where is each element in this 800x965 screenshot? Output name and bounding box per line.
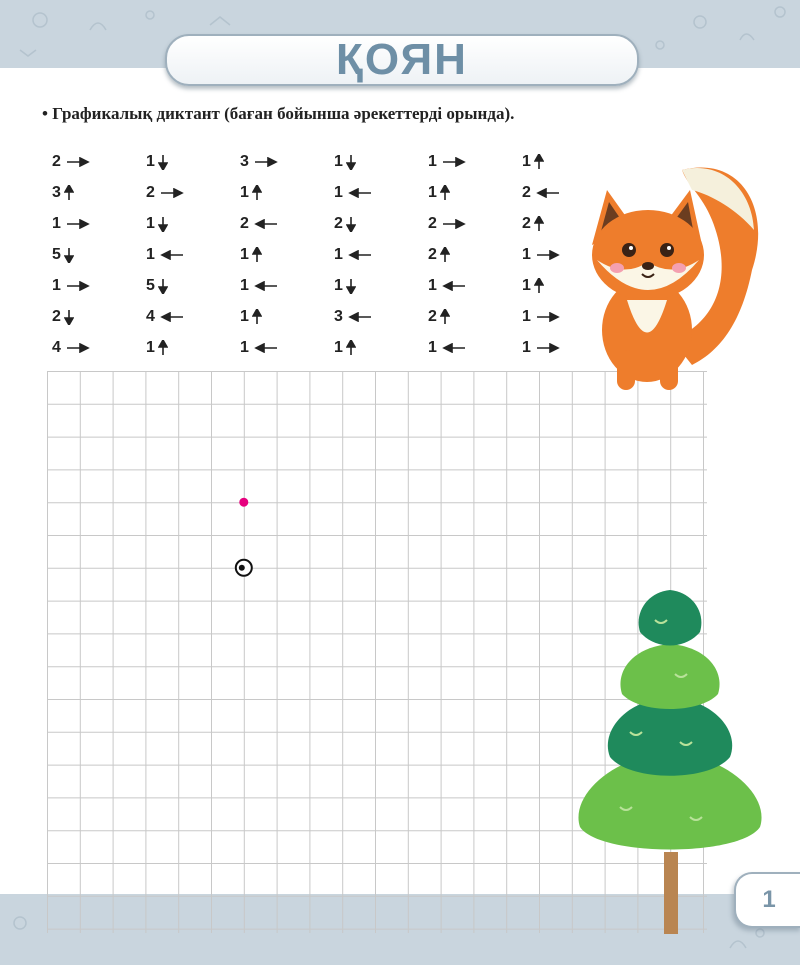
arrow-right-icon bbox=[536, 312, 560, 322]
dictation-step bbox=[240, 208, 320, 239]
step-count: 1 bbox=[146, 338, 155, 356]
dictation-step bbox=[428, 270, 508, 301]
step-count: 2 bbox=[522, 214, 531, 232]
dictation-step bbox=[146, 301, 226, 332]
arrow-down-icon bbox=[158, 216, 168, 232]
dictation-step bbox=[334, 177, 414, 208]
arrow-right-icon bbox=[66, 281, 90, 291]
arrow-right-icon bbox=[66, 343, 90, 353]
step-count: 1 bbox=[428, 152, 437, 170]
arrow-right-icon bbox=[254, 157, 278, 167]
arrow-up-icon bbox=[64, 185, 74, 201]
dictation-column bbox=[428, 146, 508, 363]
dictation-step bbox=[146, 177, 226, 208]
arrow-right-icon bbox=[442, 157, 466, 167]
dictation-step bbox=[52, 208, 132, 239]
step-count: 2 bbox=[52, 152, 61, 170]
arrow-left-icon bbox=[442, 281, 466, 291]
step-count: 1 bbox=[522, 307, 531, 325]
instruction-text: • Графикалық диктант (баған бойынша әрекеттерді орында). bbox=[42, 104, 515, 123]
dictation-step bbox=[428, 239, 508, 270]
step-count: 1 bbox=[522, 152, 531, 170]
page-title: ҚОЯН bbox=[336, 35, 468, 84]
dictation-step bbox=[334, 332, 414, 363]
arrow-right-icon bbox=[66, 219, 90, 229]
arrow-up-icon bbox=[534, 154, 544, 170]
dictation-step bbox=[240, 177, 320, 208]
dictation-step bbox=[334, 301, 414, 332]
arrow-left-icon bbox=[254, 281, 278, 291]
dictation-step bbox=[240, 239, 320, 270]
step-count: 2 bbox=[522, 183, 531, 201]
step-count: 2 bbox=[334, 214, 343, 232]
dictation-column bbox=[146, 146, 226, 363]
dictation-step bbox=[240, 270, 320, 301]
start-point-center bbox=[239, 565, 245, 571]
arrow-left-icon bbox=[536, 188, 560, 198]
step-count: 1 bbox=[522, 245, 531, 263]
pink-marker-dot bbox=[239, 498, 248, 507]
dictation-step bbox=[428, 332, 508, 363]
arrow-left-icon bbox=[254, 343, 278, 353]
step-count: 1 bbox=[522, 276, 531, 294]
fox-illustration bbox=[572, 150, 762, 395]
step-count: 1 bbox=[240, 183, 249, 201]
arrow-left-icon bbox=[160, 312, 184, 322]
arrow-down-icon bbox=[158, 278, 168, 294]
dictation-step bbox=[52, 177, 132, 208]
arrow-up-icon bbox=[252, 247, 262, 263]
step-count: 5 bbox=[52, 245, 61, 263]
dictation-step bbox=[334, 239, 414, 270]
arrow-left-icon bbox=[348, 188, 372, 198]
dictation-step bbox=[334, 146, 414, 177]
step-count: 1 bbox=[240, 307, 249, 325]
dictation-step bbox=[52, 239, 132, 270]
arrow-up-icon bbox=[346, 340, 356, 356]
step-count: 1 bbox=[240, 276, 249, 294]
dictation-step bbox=[428, 146, 508, 177]
dictation-step bbox=[334, 270, 414, 301]
step-count: 5 bbox=[146, 276, 155, 294]
arrow-up-icon bbox=[158, 340, 168, 356]
arrow-down-icon bbox=[346, 278, 356, 294]
page-number-tab bbox=[734, 872, 800, 928]
step-count: 1 bbox=[334, 183, 343, 201]
arrow-left-icon bbox=[348, 312, 372, 322]
step-count: 4 bbox=[52, 338, 61, 356]
dictation-step bbox=[240, 332, 320, 363]
arrow-left-icon bbox=[160, 250, 184, 260]
arrow-left-icon bbox=[254, 219, 278, 229]
step-count: 1 bbox=[334, 245, 343, 263]
step-count: 1 bbox=[146, 245, 155, 263]
step-count: 2 bbox=[428, 214, 437, 232]
step-count: 3 bbox=[52, 183, 61, 201]
dictation-step bbox=[146, 208, 226, 239]
dictation-column bbox=[334, 146, 414, 363]
arrow-right-icon bbox=[536, 250, 560, 260]
dictation-column bbox=[240, 146, 320, 363]
arrow-down-icon bbox=[64, 247, 74, 263]
dictation-step bbox=[428, 177, 508, 208]
dictation-step bbox=[334, 208, 414, 239]
step-count: 1 bbox=[334, 338, 343, 356]
step-count: 2 bbox=[146, 183, 155, 201]
step-count: 1 bbox=[334, 152, 343, 170]
arrow-left-icon bbox=[348, 250, 372, 260]
step-count: 3 bbox=[334, 307, 343, 325]
arrow-up-icon bbox=[440, 309, 450, 325]
step-count: 4 bbox=[146, 307, 155, 325]
step-count: 1 bbox=[52, 276, 61, 294]
arrow-right-icon bbox=[160, 188, 184, 198]
arrow-down-icon bbox=[346, 216, 356, 232]
dictation-step bbox=[240, 146, 320, 177]
step-count: 1 bbox=[334, 276, 343, 294]
page-number: 1 bbox=[762, 886, 776, 913]
dictation-step bbox=[146, 239, 226, 270]
arrow-right-icon bbox=[536, 343, 560, 353]
arrow-up-icon bbox=[252, 185, 262, 201]
dictation-step bbox=[52, 146, 132, 177]
arrow-up-icon bbox=[440, 185, 450, 201]
step-count: 1 bbox=[428, 276, 437, 294]
arrow-left-icon bbox=[442, 343, 466, 353]
dictation-step bbox=[146, 332, 226, 363]
step-count: 1 bbox=[146, 214, 155, 232]
dictation-step bbox=[240, 301, 320, 332]
dictation-column bbox=[52, 146, 132, 363]
arrow-up-icon bbox=[440, 247, 450, 263]
step-count: 2 bbox=[428, 307, 437, 325]
step-count: 2 bbox=[240, 214, 249, 232]
dictation-step bbox=[52, 301, 132, 332]
dictation-step bbox=[146, 146, 226, 177]
dictation-step bbox=[52, 332, 132, 363]
step-count: 1 bbox=[522, 338, 531, 356]
step-count: 1 bbox=[52, 214, 61, 232]
arrow-down-icon bbox=[64, 309, 74, 325]
title-banner bbox=[165, 34, 639, 86]
step-count: 3 bbox=[240, 152, 249, 170]
step-count: 1 bbox=[428, 338, 437, 356]
dictation-step bbox=[428, 208, 508, 239]
step-count: 1 bbox=[428, 183, 437, 201]
arrow-up-icon bbox=[534, 278, 544, 294]
step-count: 1 bbox=[240, 245, 249, 263]
step-count: 2 bbox=[52, 307, 61, 325]
arrow-down-icon bbox=[158, 154, 168, 170]
arrow-right-icon bbox=[442, 219, 466, 229]
step-count: 1 bbox=[146, 152, 155, 170]
arrow-down-icon bbox=[346, 154, 356, 170]
dictation-step bbox=[52, 270, 132, 301]
arrow-up-icon bbox=[534, 216, 544, 232]
step-count: 2 bbox=[428, 245, 437, 263]
step-count: 1 bbox=[240, 338, 249, 356]
arrow-right-icon bbox=[66, 157, 90, 167]
arrow-up-icon bbox=[252, 309, 262, 325]
dictation-step bbox=[146, 270, 226, 301]
dictation-step bbox=[428, 301, 508, 332]
